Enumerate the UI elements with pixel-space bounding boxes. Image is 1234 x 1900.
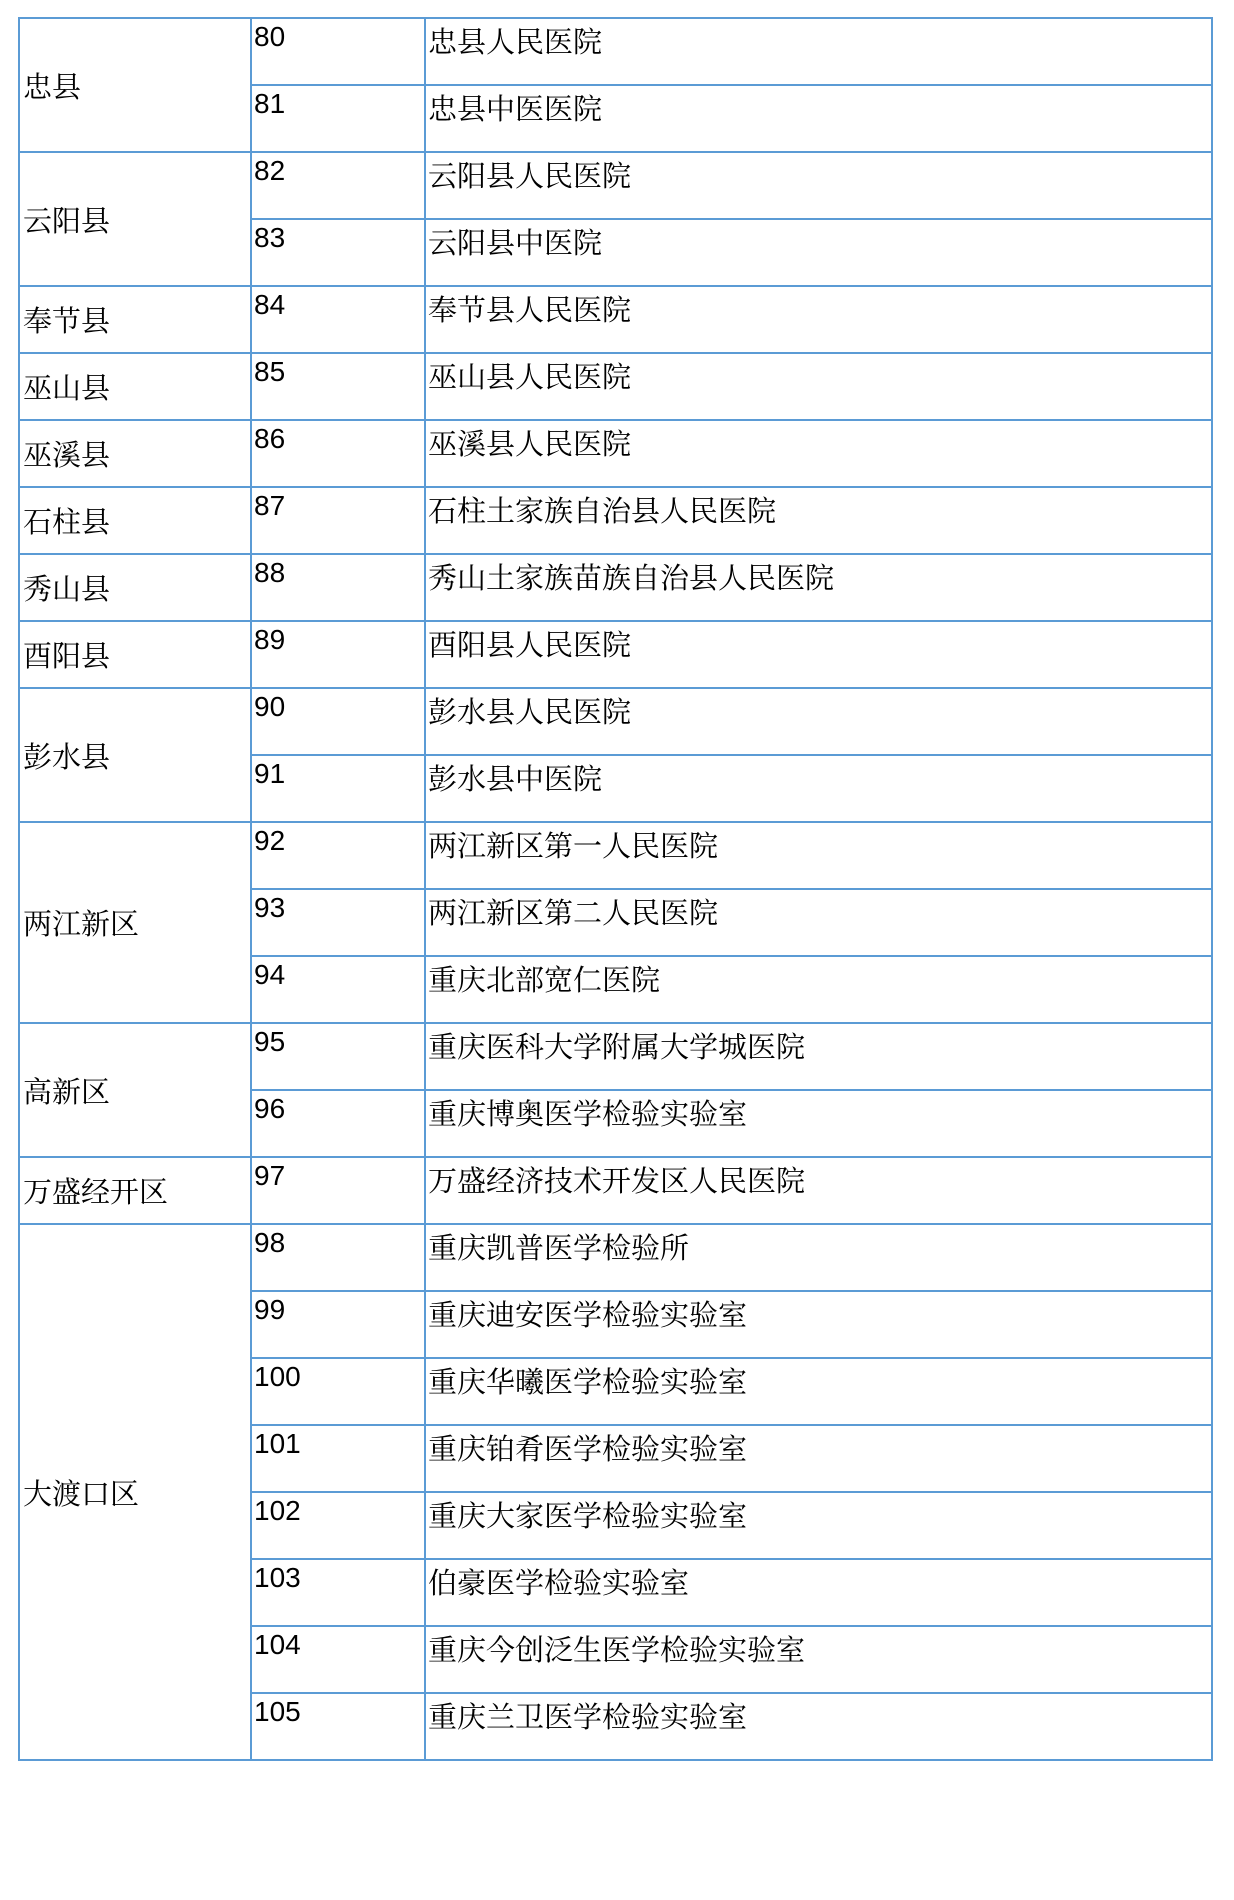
institution-name-cell: 巫溪县人民医院 [425, 420, 1212, 487]
institution-name-cell: 伯豪医学检验实验室 [425, 1559, 1212, 1626]
number-cell: 95 [251, 1023, 425, 1090]
table-row [19, 1023, 1212, 1090]
region-cell: 两江新区 [19, 822, 251, 1023]
institution-name-cell: 彭水县中医院 [425, 755, 1212, 822]
number-cell: 99 [251, 1291, 425, 1358]
institution-name-cell: 重庆铂肴医学检验实验室 [425, 1425, 1212, 1492]
institution-name-cell: 云阳县人民医院 [425, 152, 1212, 219]
table-row [19, 420, 1212, 487]
table-row [19, 554, 1212, 621]
region-cell: 彭水县 [19, 688, 251, 822]
number-cell: 96 [251, 1090, 425, 1157]
table-body [19, 18, 1212, 1760]
number-cell: 91 [251, 755, 425, 822]
institution-name-cell: 重庆华曦医学检验实验室 [425, 1358, 1212, 1425]
number-cell: 94 [251, 956, 425, 1023]
number-cell: 101 [251, 1425, 425, 1492]
number-cell: 89 [251, 621, 425, 688]
region-cell: 巫溪县 [19, 420, 251, 487]
institution-name-cell: 酉阳县人民医院 [425, 621, 1212, 688]
table-row [19, 1224, 1212, 1291]
institution-name-cell: 重庆大家医学检验实验室 [425, 1492, 1212, 1559]
region-cell: 秀山县 [19, 554, 251, 621]
region-cell: 高新区 [19, 1023, 251, 1157]
institution-name-cell: 重庆凯普医学检验所 [425, 1224, 1212, 1291]
region-cell: 万盛经开区 [19, 1157, 251, 1224]
region-cell: 云阳县 [19, 152, 251, 286]
institution-name-cell: 重庆兰卫医学检验实验室 [425, 1693, 1212, 1760]
institution-name-cell: 重庆北部宽仁医院 [425, 956, 1212, 1023]
institution-name-cell: 秀山土家族苗族自治县人民医院 [425, 554, 1212, 621]
number-cell: 102 [251, 1492, 425, 1559]
table-row [19, 822, 1212, 889]
institution-name-cell: 忠县中医医院 [425, 85, 1212, 152]
number-cell: 104 [251, 1626, 425, 1693]
region-cell: 酉阳县 [19, 621, 251, 688]
number-cell: 82 [251, 152, 425, 219]
region-cell: 巫山县 [19, 353, 251, 420]
number-cell: 88 [251, 554, 425, 621]
table-row [19, 621, 1212, 688]
institution-name-cell: 巫山县人民医院 [425, 353, 1212, 420]
institution-name-cell: 重庆医科大学附属大学城医院 [425, 1023, 1212, 1090]
number-cell: 85 [251, 353, 425, 420]
number-cell: 93 [251, 889, 425, 956]
table-row [19, 688, 1212, 755]
region-cell: 忠县 [19, 18, 251, 152]
number-cell: 81 [251, 85, 425, 152]
institution-name-cell: 重庆博奥医学检验实验室 [425, 1090, 1212, 1157]
number-cell: 90 [251, 688, 425, 755]
number-cell: 100 [251, 1358, 425, 1425]
number-cell: 105 [251, 1693, 425, 1760]
institution-name-cell: 重庆迪安医学检验实验室 [425, 1291, 1212, 1358]
number-cell: 80 [251, 18, 425, 85]
table-row [19, 18, 1212, 85]
region-cell: 奉节县 [19, 286, 251, 353]
number-cell: 84 [251, 286, 425, 353]
institution-name-cell: 彭水县人民医院 [425, 688, 1212, 755]
institution-name-cell: 两江新区第二人民医院 [425, 889, 1212, 956]
number-cell: 98 [251, 1224, 425, 1291]
table-row [19, 152, 1212, 219]
institution-name-cell: 忠县人民医院 [425, 18, 1212, 85]
number-cell: 97 [251, 1157, 425, 1224]
hospital-table [18, 17, 1213, 1761]
number-cell: 83 [251, 219, 425, 286]
number-cell: 86 [251, 420, 425, 487]
number-cell: 103 [251, 1559, 425, 1626]
institution-name-cell: 云阳县中医院 [425, 219, 1212, 286]
institution-name-cell: 两江新区第一人民医院 [425, 822, 1212, 889]
table-row [19, 286, 1212, 353]
institution-name-cell: 奉节县人民医院 [425, 286, 1212, 353]
institution-name-cell: 重庆今创泛生医学检验实验室 [425, 1626, 1212, 1693]
table-row [19, 353, 1212, 420]
number-cell: 87 [251, 487, 425, 554]
institution-name-cell: 万盛经济技术开发区人民医院 [425, 1157, 1212, 1224]
institution-name-cell: 石柱土家族自治县人民医院 [425, 487, 1212, 554]
number-cell: 92 [251, 822, 425, 889]
table-row [19, 487, 1212, 554]
table-row [19, 1157, 1212, 1224]
region-cell: 石柱县 [19, 487, 251, 554]
region-cell: 大渡口区 [19, 1224, 251, 1760]
